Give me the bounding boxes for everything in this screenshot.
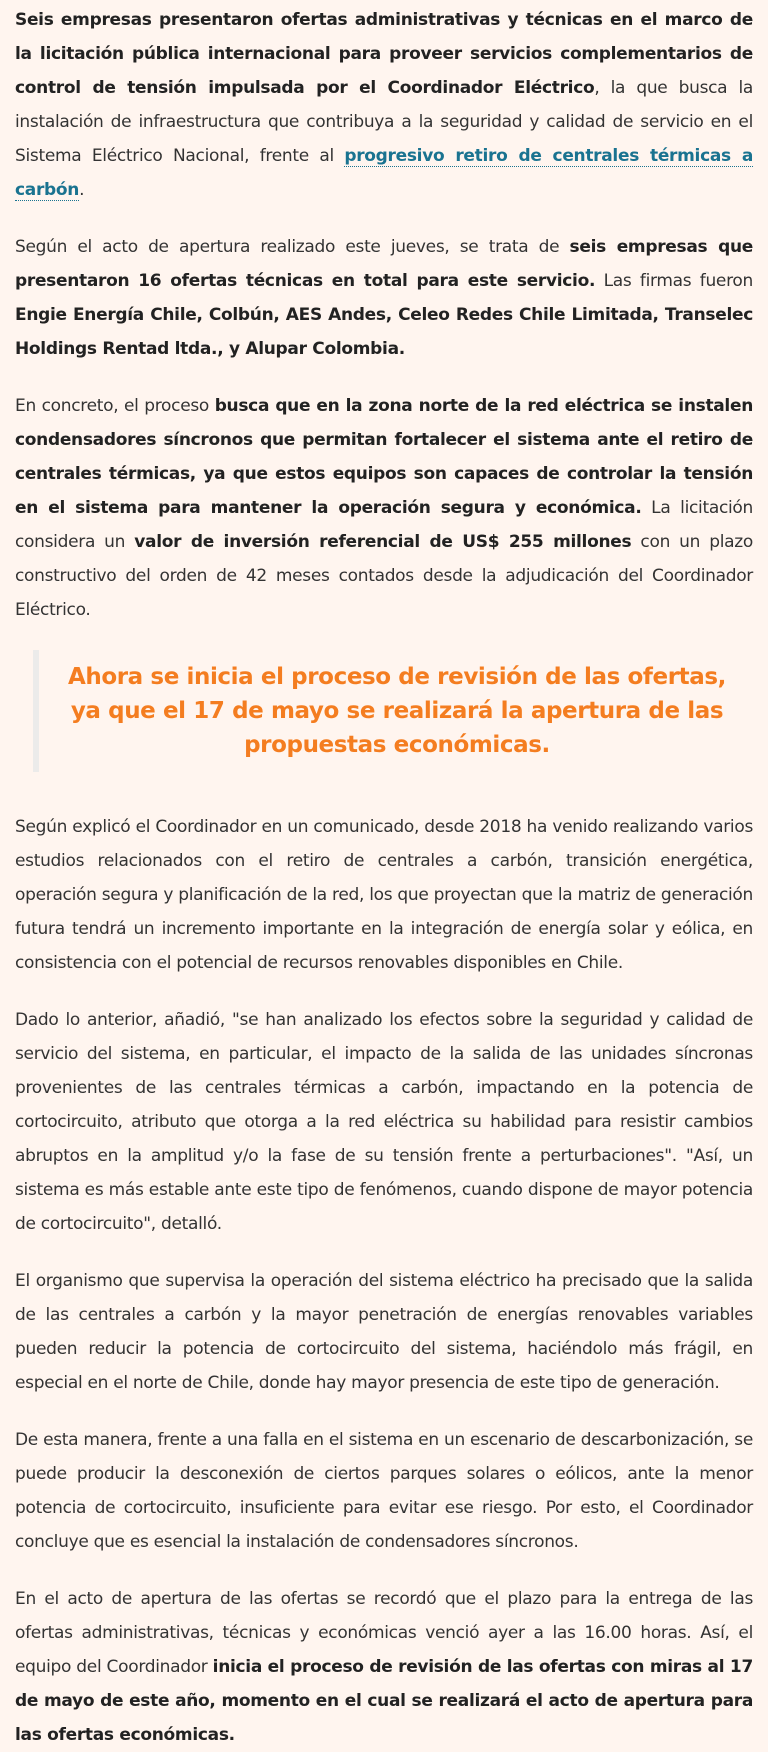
bold-text: Seis empresas presentaron ofertas administrativas y técnicas en el marco de la licitación pública internacional para proveer servicios complementarios de control de tensión impulsada por el Coordinador Eléctrico — [15, 10, 753, 98]
text-span: Las firmas fueron — [595, 271, 753, 291]
paragraph-3 — [15, 389, 753, 627]
text-span: , la que busca la instalación de infraestructura que contribuya a la seguridad y calidad de servicio en el Sistema Eléctrico Nacional, frente al — [15, 78, 753, 166]
link-retiro-centrales[interactable]: progresivo retiro de centrales térmicas a carbón — [15, 146, 753, 200]
paragraph-4: Según explicó el Coordinador en un comunicado, desde 2018 ha venido realizando varios estudios relacionados con el retiro de centrales a carbón, transición energética, operación segura y planificación de la red, los que proyectan que la matriz de generación futura tendrá un incremento importante en la integración de energía solar y eólica, en consistencia con el potencial de recursos renovables disponibles en Chile. — [15, 817, 753, 973]
text-span: con un plazo constructivo del orden de 42 meses contados desde la adjudicación del Coordinador Eléctrico. — [15, 532, 753, 620]
bold-text: seis empresas que presentaron 16 ofertas técnicas en total para este servicio. — [15, 237, 753, 291]
text-span: En concreto, el proceso — [15, 396, 215, 416]
paragraph-8 — [15, 1582, 753, 1752]
text-span: La licitación considera un — [15, 498, 753, 552]
text-span: . — [79, 180, 85, 200]
bold-text: Engie Energía Chile, Colbún, AES Andes, Celeo Redes Chile Limitada, Transelec Holdings Rentad ltda., y Alupar Colombia. — [15, 305, 753, 359]
bold-text: valor de inversión referencial de US$ 255 millones — [134, 532, 632, 552]
paragraph-6: El organismo que supervisa la operación del sistema eléctrico ha precisado que la salida de las centrales a carbón y la mayor penetración de energías renovables variables pueden reducir la potencia de cortocircuito del sistema, haciéndolo más frágil, en especial en el norte de Chile, donde hay mayor presencia de este tipo de generación. — [15, 1271, 753, 1393]
text-span: En el acto de apertura de las ofertas se recordó que el plazo para la entrega de las ofertas administrativas, técnicas y económicas venció ayer a las 16.00 horas. Así, el equipo del Coordinador — [15, 1589, 753, 1677]
bold-text: busca que en la zona norte de la red eléctrica se instalen condensadores síncronos que permitan fortalecer el sistema ante el retiro de centrales térmicas, ya que estos equipos son capaces de controlar la tensión en el sistema para mantener la operación segura y económica. — [15, 396, 753, 518]
paragraph-2 — [15, 230, 753, 366]
paragraph-7: De esta manera, frente a una falla en el sistema en un escenario de descarbonización, se puede producir la desconexión de ciertos parques solares o eólicos, ante la menor potencia de cortocircuito, insuficiente para evitar ese riesgo. Por esto, el Coordinador concluye que es esencial la instalación de condensadores síncronos. — [15, 1430, 753, 1552]
article-body — [0, 3, 768, 1752]
text-span: Según el acto de apertura realizado este jueves, se trata de — [15, 237, 570, 257]
pull-quote-text: Ahora se inicia el proceso de revisión de las ofertas, ya que el 17 de mayo se realizará la apertura de las propuestas económicas. — [67, 664, 727, 758]
paragraph-1 — [15, 3, 753, 207]
pull-quote — [33, 650, 753, 772]
paragraph-5: Dado lo anterior, añadió, "se han analizado los efectos sobre la seguridad y calidad de servicio del sistema, en particular, el impacto de la salida de las unidades síncronas provenientes de las centrales térmicas a carbón, impactando en la potencia de cortocircuito, atributo que otorga a la red eléctrica su habilidad para resistir cambios abruptos en la amplitud y/o la fase de su tensión frente a perturbaciones". "Así, un sistema es más estable ante este tipo de fenómenos, cuando dispone de mayor potencia de cortocircuito", detalló. — [15, 1010, 753, 1234]
bold-text: inicia el proceso de revisión de las ofertas con miras al 17 de mayo de este año, momento en el cual se realizará el acto de apertura para las ofertas económicas. — [15, 1657, 753, 1745]
